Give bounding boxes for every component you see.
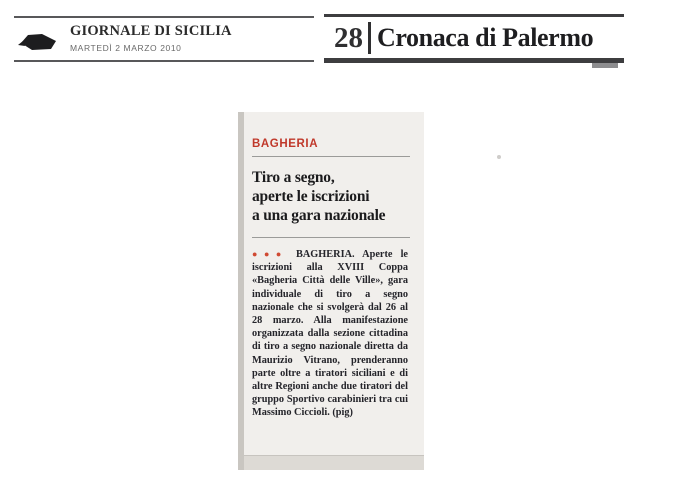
page-speck xyxy=(497,155,501,159)
section-corner-block xyxy=(592,63,618,68)
kicker-rule xyxy=(252,156,410,157)
section-divider xyxy=(368,22,371,54)
article-kicker: BAGHERIA xyxy=(252,138,319,150)
masthead-text xyxy=(70,22,310,53)
masthead xyxy=(14,16,314,64)
article-headline xyxy=(252,168,412,225)
article-body xyxy=(252,248,408,420)
section-title: Cronaca di Palermo xyxy=(377,23,594,52)
section-bottom-rule xyxy=(324,58,624,63)
section-header xyxy=(324,14,624,62)
sicily-island-icon xyxy=(18,32,60,52)
article-body-text: Aperte le iscrizioni alla XVIII Coppa «Bagheria Città delle Ville», gara individuale di tiro a segno nazionale che si svolgerà dal 26 al 28 marzo. Alla manifestazione organizzata dalla sezione cittadina di tiro a segno nazionale diretta da Maurizio Vitrano, prenderanno parte oltre a tiratori siciliani e di altre Regioni anche due tiratori del gruppo Sportivo carabinieri tra cui Massimo Ciccioli. (pig) xyxy=(252,249,408,419)
headline-line-1: Tiro a segno, xyxy=(252,169,335,186)
headline-body-rule xyxy=(252,237,410,238)
masthead-bottom-rule xyxy=(14,60,314,62)
article-content xyxy=(252,112,412,420)
masthead-top-rule xyxy=(14,16,314,18)
bullet-marker: ●●● xyxy=(252,249,288,259)
headline-line-3: a una gara nazionale xyxy=(252,207,386,224)
article-footer-bar xyxy=(244,455,424,470)
article-column xyxy=(238,112,424,470)
issue-date: MARTEDÌ 2 MARZO 2010 xyxy=(70,43,182,53)
section-top-rule xyxy=(324,14,624,17)
page-number: 28 xyxy=(334,22,363,54)
headline-line-2: aperte le iscrizioni xyxy=(252,188,370,205)
article-dateline: BAGHERIA. xyxy=(295,249,355,260)
paper-name: GIORNALE DI SICILIA xyxy=(70,23,232,39)
